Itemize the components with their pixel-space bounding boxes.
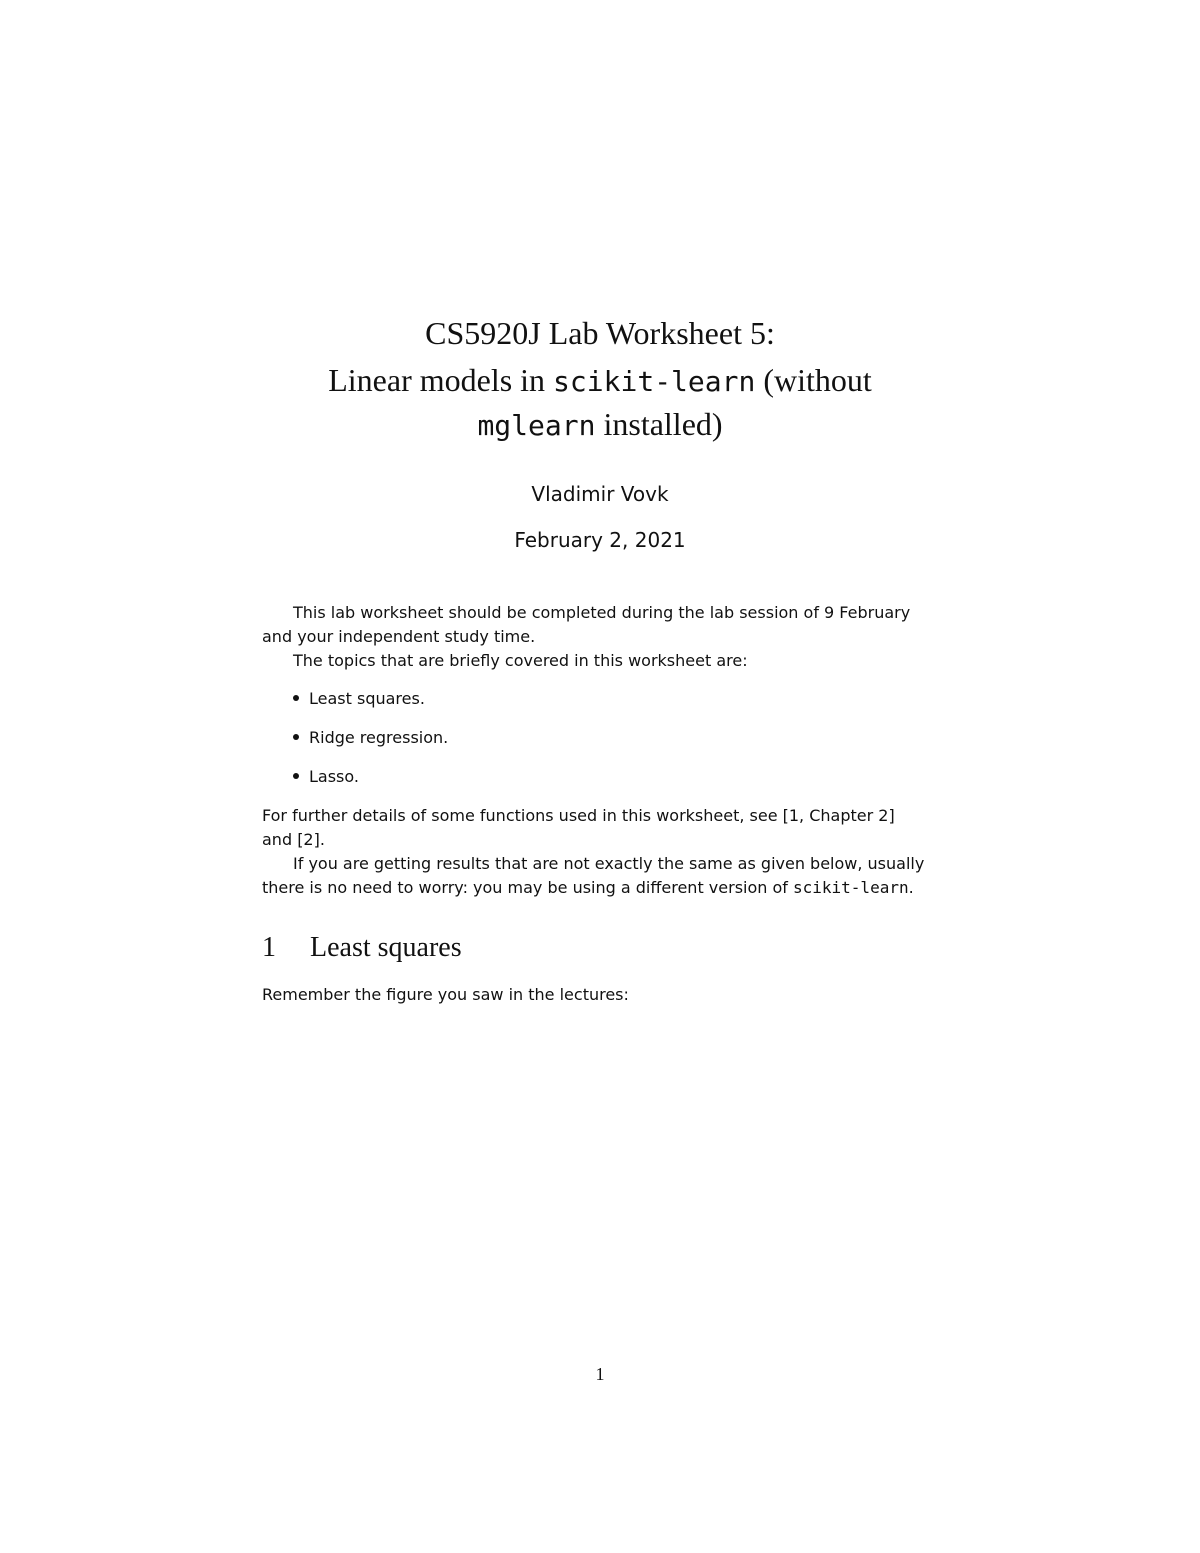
bullet-icon <box>293 734 299 740</box>
document-title: CS5920J Lab Worksheet 5: <box>425 315 775 351</box>
section-number: 1 <box>262 932 276 963</box>
section-title: Least squares <box>310 932 462 963</box>
further-details-line: For further details of some functions used in this worksheet, see [1, Chapter 2] <box>262 806 895 825</box>
list-item <box>293 766 359 788</box>
title-code-mglearn: mglearn <box>477 409 596 442</box>
list-item-text: Lasso. <box>309 767 359 786</box>
title-line-2 <box>0 360 1200 402</box>
note-line <box>262 877 914 899</box>
further-details-line: and [2]. <box>262 830 325 849</box>
intro-paragraph-line: This lab worksheet should be completed during the lab session of 9 February <box>293 603 911 622</box>
title-line-3 <box>0 404 1200 446</box>
section-heading <box>262 931 462 965</box>
list-item-text: Ridge regression. <box>309 728 449 747</box>
note-line: If you are getting results that are not exactly the same as given below, usually <box>293 854 925 873</box>
page-number: 1 <box>595 1364 605 1384</box>
list-item <box>293 688 425 710</box>
note-code-scikit-learn: scikit-learn <box>793 878 909 897</box>
title-text: Linear models in <box>328 362 554 398</box>
note-text: there is no need to worry: you may be using a different version of <box>262 878 793 897</box>
list-item-text: Least squares. <box>309 689 425 708</box>
title-code-scikit-learn: scikit-learn <box>553 365 756 398</box>
topics-intro: The topics that are briefly covered in this worksheet are: <box>293 651 748 670</box>
bullet-icon <box>293 773 299 779</box>
section-text: Remember the figure you saw in the lectures: <box>262 985 629 1004</box>
date: February 2, 2021 <box>514 528 686 552</box>
title-line-1 <box>0 313 1200 353</box>
title-text: (without <box>755 362 872 398</box>
intro-paragraph-line: and your independent study time. <box>262 627 536 646</box>
note-text: . <box>908 878 914 897</box>
bullet-icon <box>293 695 299 701</box>
title-text: installed) <box>595 406 723 442</box>
list-item <box>293 727 448 749</box>
author: Vladimir Vovk <box>531 482 669 506</box>
